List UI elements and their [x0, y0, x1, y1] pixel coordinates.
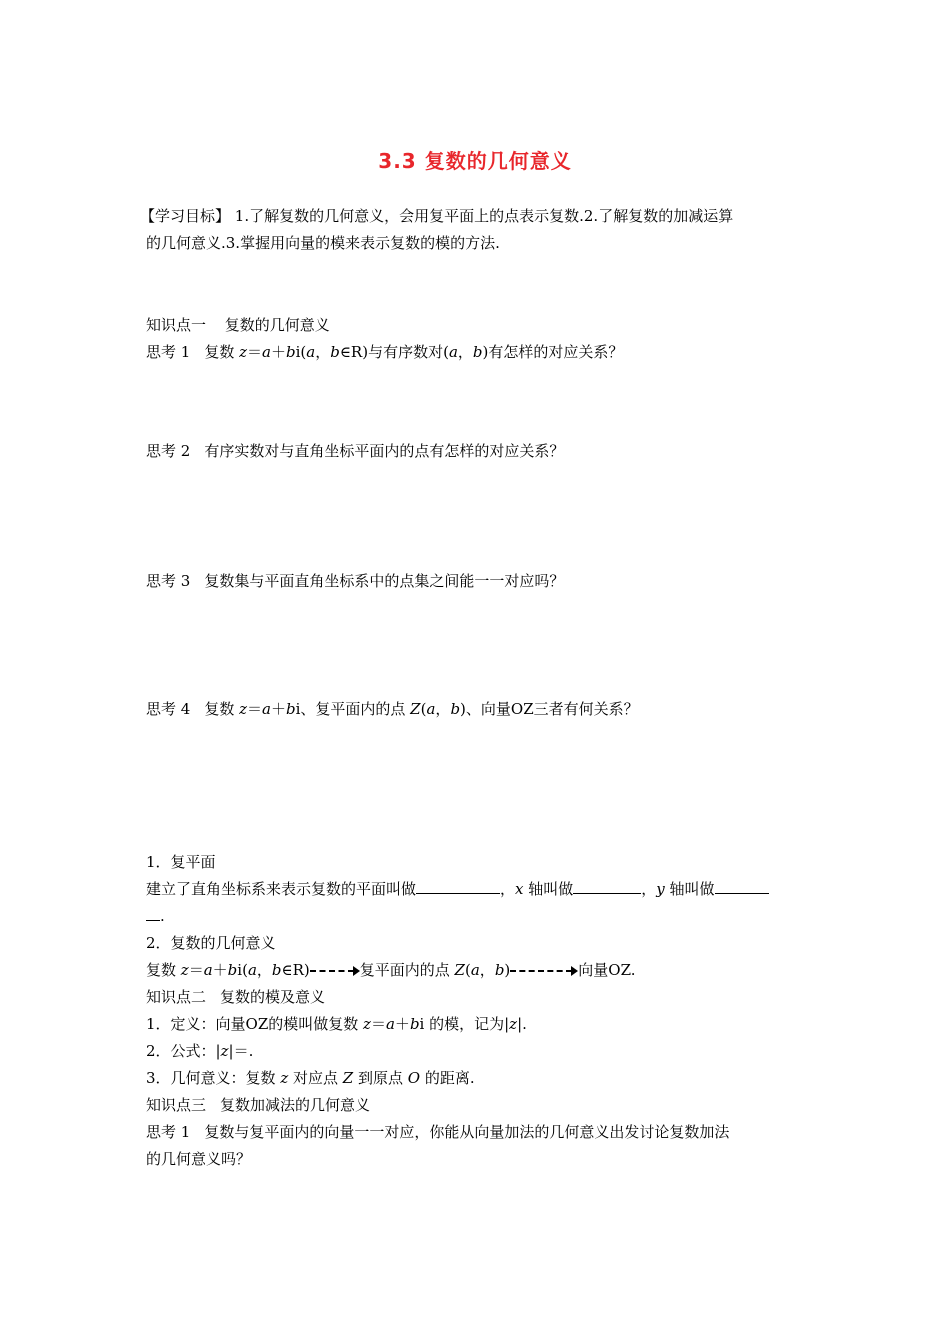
- text: )、向量OZ三者有何关系？: [460, 700, 639, 718]
- text: 2．公式：|: [146, 1042, 221, 1060]
- text: 对应点: [288, 1069, 343, 1087]
- text: 的距离.: [420, 1069, 475, 1087]
- var-O: O: [407, 1069, 421, 1087]
- var-b: b: [494, 961, 505, 979]
- kp2-heading: [146, 984, 810, 1011]
- text: 1．定义：向量OZ的模叫做复数: [146, 1015, 364, 1033]
- var-z: z: [220, 1042, 229, 1060]
- var-a: a: [247, 961, 257, 979]
- objectives-label: 【学习目标】: [140, 207, 231, 225]
- text: 复平面内的点: [359, 961, 455, 979]
- answer-blank[interactable]: [416, 879, 500, 894]
- text: 复数: [204, 700, 240, 718]
- kp2-heading-title: 复数的模及意义: [220, 988, 326, 1006]
- text: ＝: [247, 343, 263, 361]
- text: ∈R): [281, 961, 310, 979]
- text: |＝.: [228, 1042, 254, 1060]
- text: 建立了直角坐标系来表示复数的平面叫做: [146, 880, 417, 898]
- var-Z: Z: [454, 961, 465, 979]
- text: )有怎样的对应关系？: [482, 343, 624, 361]
- kp2-formula: [146, 1038, 810, 1065]
- var-a: a: [203, 961, 213, 979]
- page-title: 3.3 复数的几何意义: [378, 149, 572, 173]
- kp2-heading-number: 知识点二: [146, 988, 207, 1006]
- kp1-heading-title: 复数的几何意义: [224, 316, 330, 334]
- var-z: z: [180, 961, 189, 979]
- text: 复数与复平面内的向量一一对应，你能从向量加法的几何意义出发讨论复数加法: [204, 1123, 730, 1141]
- text: ，: [479, 961, 495, 979]
- think1-label: 思考 1: [146, 343, 191, 361]
- text: ＋: [212, 961, 228, 979]
- text: 复数: [204, 343, 240, 361]
- var-z: z: [280, 1069, 289, 1087]
- content-lower: [146, 849, 810, 1173]
- kp1-think4: [146, 696, 810, 723]
- think4-label: 思考 4: [146, 700, 191, 718]
- text: ，: [315, 343, 331, 361]
- kp1-think1: [146, 339, 810, 366]
- var-a: a: [470, 961, 480, 979]
- var-x: x: [515, 880, 524, 898]
- text: ，: [457, 343, 473, 361]
- complex-plane-definition-cont: [146, 903, 810, 930]
- text: ＋: [270, 343, 286, 361]
- var-z: z: [239, 343, 247, 361]
- learning-objectives: [140, 203, 810, 257]
- text: ): [504, 961, 511, 979]
- var-z: z: [509, 1015, 518, 1033]
- kp2-geometric: [146, 1065, 810, 1092]
- text: (: [464, 961, 471, 979]
- text: i(: [295, 343, 307, 361]
- dashed-arrow-icon: [310, 966, 360, 976]
- geo-meaning-mapping: [146, 957, 810, 984]
- kp3-heading-title: 复数加减法的几何意义: [220, 1096, 371, 1114]
- kp1-heading-number: 知识点一: [146, 316, 207, 334]
- text: 向量OZ.: [578, 961, 636, 979]
- think3-text: 复数集与平面直角坐标系中的点集之间能一一对应吗？: [204, 572, 565, 590]
- text: 轴叫做: [664, 880, 715, 898]
- kp3-heading-number: 知识点三: [146, 1096, 207, 1114]
- geo-meaning-heading: 2．复数的几何意义: [146, 934, 276, 952]
- think2-text: 有序实数对与直角坐标平面内的点有怎样的对应关系？: [204, 442, 565, 460]
- var-b: b: [450, 700, 461, 718]
- text: |.: [517, 1015, 527, 1033]
- text: (: [420, 700, 427, 718]
- var-z: z: [239, 700, 247, 718]
- objectives-line-2: 的几何意义.3.掌握用向量的模来表示复数的模的方法.: [146, 234, 500, 252]
- text: ，: [256, 961, 272, 979]
- think2-label: 思考 2: [146, 442, 191, 460]
- kp2-definition: [146, 1011, 810, 1038]
- kp3-heading: [146, 1092, 810, 1119]
- kp1-think3: [146, 568, 810, 595]
- answer-blank[interactable]: [715, 879, 769, 894]
- text: ＝: [247, 700, 263, 718]
- var-a: a: [306, 343, 316, 361]
- text: ＝: [188, 961, 204, 979]
- kp3-think1-line-2: 的几何意义吗？: [146, 1150, 252, 1168]
- text: ＋: [270, 700, 286, 718]
- text: 轴叫做: [523, 880, 574, 898]
- var-Z: Z: [342, 1069, 354, 1087]
- dashed-arrow-icon: [510, 966, 578, 976]
- answer-blank[interactable]: [146, 906, 160, 921]
- objectives-text-1: 1.了解复数的几何意义，会用复平面上的点表示复数.2.了解复数的加减运算: [234, 207, 734, 225]
- var-b: b: [409, 1015, 420, 1033]
- think3-label: 思考 3: [146, 572, 191, 590]
- var-a: a: [448, 343, 458, 361]
- var-a: a: [262, 700, 271, 718]
- var-z: z: [363, 1015, 371, 1033]
- text: ＝: [370, 1015, 386, 1033]
- var-b: b: [472, 343, 483, 361]
- kp3-think1-line-1: [146, 1119, 810, 1146]
- var-b: b: [227, 961, 238, 979]
- complex-plane-definition: [146, 876, 810, 903]
- var-b: b: [285, 343, 296, 361]
- var-a: a: [262, 343, 271, 361]
- text: i、复平面内的点: [295, 700, 411, 718]
- kp1-think2: [146, 438, 810, 465]
- kp3-think1-label: 思考 1: [146, 1123, 191, 1141]
- text: 到原点: [353, 1069, 408, 1087]
- text: i(: [237, 961, 248, 979]
- var-a: a: [385, 1015, 395, 1033]
- var-a: a: [426, 700, 436, 718]
- complex-plane-heading: 1．复平面: [146, 853, 216, 871]
- var-b: b: [285, 700, 296, 718]
- answer-blank[interactable]: [573, 879, 641, 894]
- text: ∈R)与有序数对(: [339, 343, 449, 361]
- text: 复数: [146, 961, 181, 979]
- text: ，: [500, 880, 516, 898]
- var-Z: Z: [410, 700, 421, 718]
- text: 3．几何意义：复数: [146, 1069, 281, 1087]
- var-b: b: [271, 961, 282, 979]
- var-b: b: [330, 343, 340, 361]
- text: i 的模，记为|: [419, 1015, 510, 1033]
- text: .: [160, 907, 165, 925]
- objectives-line-1: [140, 203, 810, 230]
- var-y: y: [656, 880, 665, 898]
- kp1-heading: [146, 312, 810, 366]
- text: ＋: [394, 1015, 410, 1033]
- text: ，: [435, 700, 451, 718]
- text: ，: [641, 880, 657, 898]
